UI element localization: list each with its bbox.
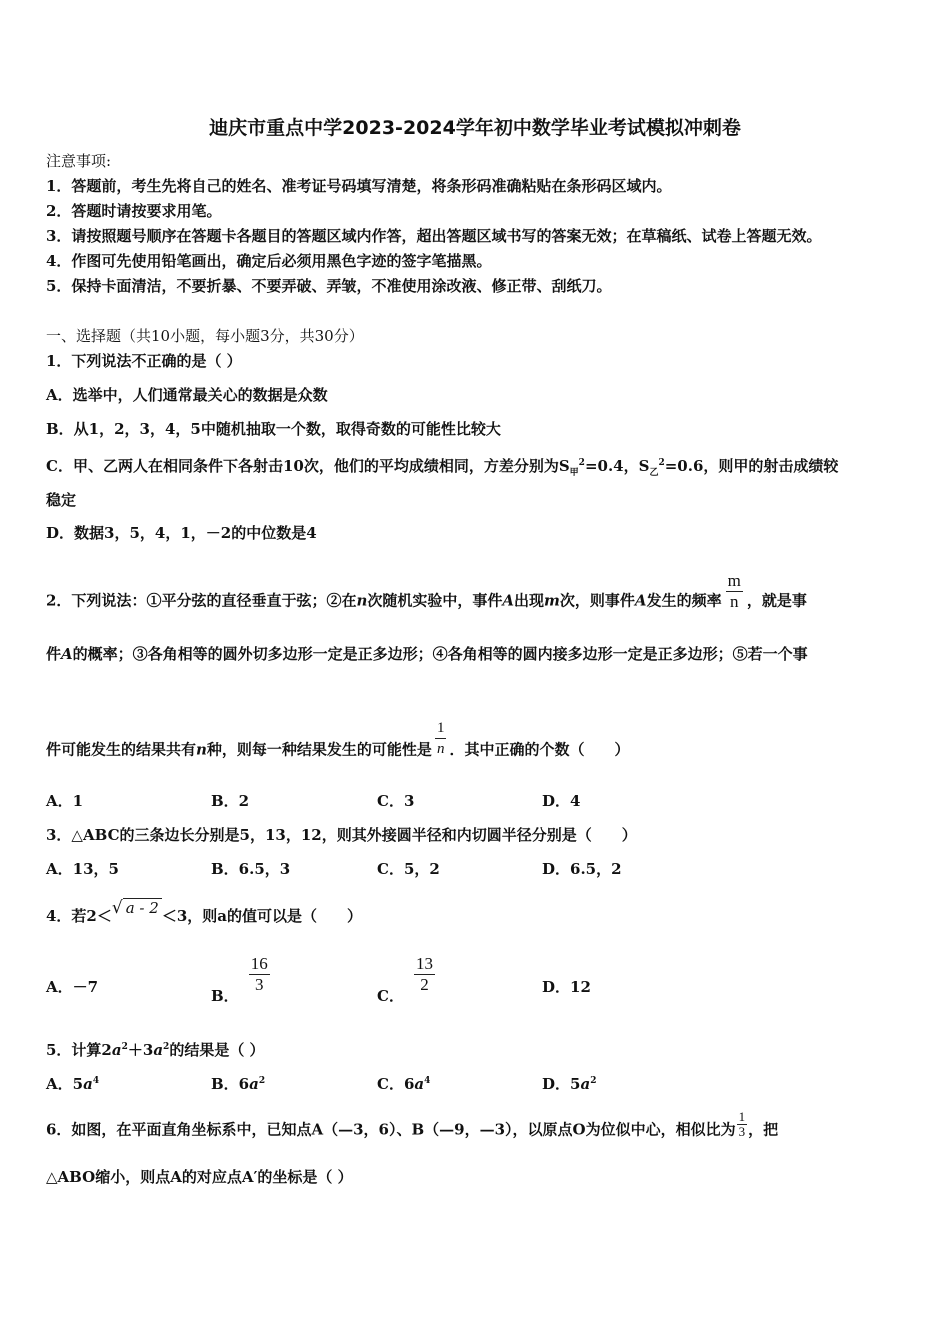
q5-var: a	[153, 1041, 164, 1059]
q2-fraction-1-n	[435, 718, 447, 759]
q5-var: a	[111, 1041, 122, 1059]
q4-option-b	[211, 954, 270, 1005]
fraction-denominator: 3	[738, 1124, 746, 1139]
q2-line3	[46, 720, 630, 771]
q5-option-b	[211, 1070, 265, 1095]
option-label: C．6	[377, 1075, 415, 1093]
option-label: A．5	[46, 1075, 84, 1093]
q1-option-c: C．甲、乙两人在相同条件下各射击10次，他们的平均成绩相同，方差分别为$S_甲^2=0.4$，$S_乙^2=0.6$，则甲的射击成绩较	[46, 457, 839, 478]
q5-text: ＋3	[127, 1041, 154, 1059]
q1-c-sub2: 乙	[649, 468, 659, 478]
option-label: D．5	[542, 1075, 581, 1093]
q6-text: ，把	[748, 1120, 779, 1139]
page-title: 迪庆市重点中学2023-2024学年初中数学毕业考试模拟冲刺卷	[209, 117, 741, 139]
q2-text: 种，则每一种结果发生的可能性是	[206, 740, 432, 759]
fraction-numerator: m	[727, 571, 741, 590]
fraction-denominator: 3	[254, 975, 264, 994]
q2-text: ．其中正确的个数（ ）	[449, 740, 630, 759]
radicand: a - 2	[123, 898, 162, 917]
q2-fraction-m-n	[726, 571, 743, 612]
q6-line1	[46, 1109, 779, 1145]
q2-var: A	[502, 591, 515, 610]
fraction-numerator: 13	[415, 954, 433, 973]
q3-option-c: C．5，2	[377, 860, 440, 878]
q2-line1	[46, 571, 807, 622]
section-heading: 一、选择题（共10小题，每小题3分，共30分）	[46, 327, 364, 345]
notice-item: 1．答题前，考生先将自己的姓名、准考证号码填写清楚，将条形码准确粘贴在条形码区域内。	[46, 177, 672, 195]
fraction-numerator: 16	[250, 954, 268, 973]
notice-item: 2．答题时请按要求用笔。	[46, 202, 222, 220]
option-var: a	[249, 1075, 259, 1093]
q2-line2	[46, 643, 808, 665]
q1-c-text: =0.6，则甲的射击成绩较	[664, 457, 839, 475]
exponent: 2	[163, 1042, 170, 1052]
q2-text: 次随机实验中，事件	[367, 591, 503, 610]
fraction-numerator: 1	[435, 718, 447, 739]
q2-var: n	[356, 591, 368, 610]
q2-option-a: A．1	[46, 792, 84, 810]
option-label: C．	[377, 986, 404, 1005]
q5-stem	[46, 1036, 265, 1061]
q1-option-c-cont: 稳定	[46, 491, 77, 509]
q3-option-d: D．6.5，2	[542, 860, 622, 878]
q4-text: 4．若2＜	[46, 907, 112, 925]
exponent: 2	[590, 1076, 597, 1086]
q6-line2: △ABO缩小，则点A的对应点A′的坐标是（ ）	[46, 1168, 353, 1186]
fraction-denominator: n	[729, 592, 739, 611]
q2-text: 次，则事件	[559, 591, 635, 610]
q6-text: 6．如图，在平面直角坐标系中，已知点A（—3，6）、B（—9，—3），以原点O为位似中心，相似比为	[46, 1120, 736, 1139]
q2-var: m	[544, 591, 560, 610]
q5-text: 的结果是（ ）	[169, 1041, 265, 1059]
option-var: a	[414, 1075, 425, 1093]
q1-option-d: D．数据3，5，4，1，－2的中位数是4	[46, 524, 317, 542]
q5-option-a	[46, 1070, 99, 1095]
q2-text: 2．下列说法：①平分弦的直径垂直于弦；②在	[46, 591, 357, 610]
q3-option-a: A．13，5	[46, 860, 119, 878]
option-var: a	[83, 1075, 93, 1093]
q2-text: ，就是事	[746, 591, 807, 610]
q3-stem: 3．△ABC的三条边长分别是5，13，12，则其外接圆半径和内切圆半径分别是（ ）	[46, 826, 637, 844]
q2-text: 件可能发生的结果共有	[46, 740, 197, 759]
exponent: 2	[258, 1076, 266, 1086]
fraction-numerator: 1	[738, 1109, 746, 1124]
q2-text: 出现	[514, 591, 545, 610]
q2-var: A	[61, 645, 73, 663]
notice-item: 3．请按照题号顺序在答题卡各题目的答题区域内作答，超出答题区域书写的答案无效；在草稿纸、试卷上答题无效。	[46, 227, 822, 245]
q2-var: A	[634, 591, 647, 610]
q3-option-b: B．6.5，3	[211, 860, 291, 878]
q5-text: 5．计算2	[46, 1041, 112, 1059]
option-var: a	[580, 1075, 591, 1093]
q2-text: 的概率；③各角相等的圆外切多边形一定是正多边形；④各角相等的圆内接多边形一定是正多边形；⑤若一个事	[72, 645, 808, 663]
fraction-denominator: 2	[420, 975, 429, 994]
notice-item: 5．保持卡面清洁，不要折暴、不要弄破、弄皱，不准使用涂改液、修正带、刮纸刀。	[46, 277, 612, 295]
q5-option-d	[542, 1070, 596, 1095]
fraction-1-3	[737, 1110, 748, 1139]
fraction-denominator: n	[436, 741, 445, 757]
q1-c-text: =0.4，S	[584, 457, 650, 475]
q2-option-b: B．2	[211, 792, 250, 810]
q1-option-b: B．从1，2，3，4，5中随机抽取一个数，取得奇数的可能性比较大	[46, 420, 501, 438]
q4-stem	[46, 898, 362, 927]
exponent: 4	[424, 1076, 431, 1086]
q2-option-d: D．4	[542, 792, 581, 810]
q4-text: ＜3，则a的值可以是（ ）	[161, 907, 362, 925]
q1-option-a: A．选举中，人们通常最关心的数据是众数	[46, 386, 328, 404]
sqrt-expression: √ a - 2	[112, 897, 162, 919]
notice-heading: 注意事项:	[46, 152, 112, 170]
option-label: B．6	[211, 1075, 250, 1093]
q5-option-c	[377, 1070, 430, 1095]
q2-var: n	[196, 740, 207, 759]
fraction-16-3	[249, 954, 270, 995]
q1-c-text: C．甲、乙两人在相同条件下各射击10次，他们的平均成绩相同，方差分别为S	[46, 457, 570, 475]
q1-stem: 1．下列说法不正确的是（ ）	[46, 352, 242, 370]
notice-item: 4．作图可先使用铅笔画出，确定后必须用黑色字迹的签字笔描黑。	[46, 252, 492, 270]
q2-option-c: C．3	[377, 792, 415, 810]
exponent: 4	[92, 1076, 100, 1086]
fraction-13-2	[414, 954, 435, 995]
q2-text: 发生的频率	[646, 591, 722, 610]
q4-option-d: D．12	[542, 978, 591, 996]
q1-c-sub1: 甲	[569, 468, 579, 478]
q4-option-c	[377, 954, 435, 1005]
q4-option-a: A．－7	[46, 978, 99, 996]
exponent: 2	[121, 1042, 128, 1052]
q2-text: 件	[46, 645, 62, 663]
option-label: B．	[211, 986, 239, 1005]
